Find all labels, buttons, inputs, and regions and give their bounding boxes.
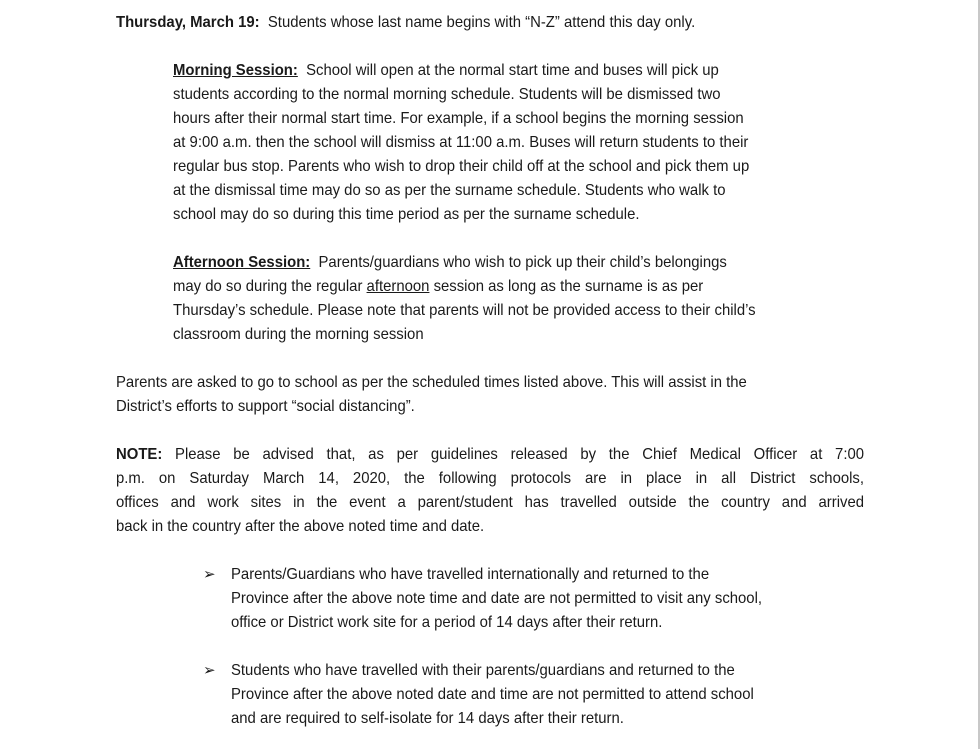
parents-paragraph — [116, 371, 747, 419]
bullet-line: Province after the above noted date and time are not permitted to attend school — [231, 686, 754, 703]
parents-line: Parents are asked to go to school as per the scheduled times listed above. This will assist in the — [116, 374, 747, 391]
morning-session-line: regular bus stop. Parents who wish to drop their child off at the school and pick them up — [173, 158, 750, 175]
afternoon-session-line: Parents/guardians who wish to pick up their child’s belongings — [318, 254, 727, 271]
morning-session-line: at 9:00 a.m. then the school will dismiss at 11:00 a.m. Buses will return students to their — [173, 134, 749, 151]
morning-session-paragraph — [173, 59, 749, 227]
morning-session-line: students according to the normal morning schedule. Students will be dismissed two — [173, 86, 721, 103]
bullet-line: Province after the above note time and date are not permitted to visit any school, — [231, 590, 763, 607]
bullet-line: Parents/Guardians who have travelled internationally and returned to the — [231, 566, 710, 583]
afternoon-session-paragraph — [173, 251, 756, 347]
bullet-item — [231, 563, 762, 635]
bullet-item — [231, 659, 754, 731]
thursday-text: Students whose last name begins with “N-Z” attend this day only. — [267, 14, 696, 31]
bullet-line: and are required to self-isolate for 14 days after their return. — [231, 710, 624, 727]
morning-session-line: school may do so during this time period as per the surname schedule. — [173, 206, 640, 223]
afternoon-session-text: session as long as the surname is as per — [429, 278, 704, 295]
thursday-label: Thursday, March 19: — [116, 14, 260, 31]
note-line: Please be advised that, as per guidelines released by the Chief Medical Officer at 7:00 — [175, 446, 865, 463]
afternoon-session-label: Afternoon Session: — [173, 254, 311, 271]
afternoon-session-text: may do so during the regular — [173, 278, 367, 295]
arrowhead-bullet-icon: ➢ — [203, 662, 216, 679]
afternoon-session-line: Thursday’s schedule. Please note that parents will not be provided access to their child’s — [173, 302, 756, 319]
afternoon-emphasis: afternoon — [366, 278, 430, 295]
note-line: offices and work sites in the event a parent/student has travelled outside the country and arrived — [116, 494, 864, 511]
morning-session-label: Morning Session: — [173, 62, 298, 79]
arrowhead-bullet-icon: ➢ — [203, 566, 216, 583]
note-line: back in the country after the above noted time and date. — [116, 518, 485, 535]
note-paragraph — [116, 443, 864, 539]
afternoon-session-line: classroom during the morning session — [173, 326, 424, 343]
parents-line: District’s efforts to support “social distancing”. — [116, 398, 415, 415]
morning-session-line: hours after their normal start time. For example, if a school begins the morning session — [173, 110, 744, 127]
note-line: p.m. on Saturday March 14, 2020, the following protocols are in place in all District schools, — [116, 470, 864, 487]
morning-session-line: School will open at the normal start time and buses will pick up — [306, 62, 719, 79]
bullet-line: Students who have travelled with their parents/guardians and returned to the — [231, 662, 735, 679]
bullet-line: office or District work site for a period of 14 days after their return. — [231, 614, 663, 631]
thursday-paragraph — [116, 11, 695, 35]
note-label: NOTE: — [116, 446, 163, 463]
morning-session-line: at the dismissal time may do so as per the surname schedule. Students who walk to — [173, 182, 726, 199]
